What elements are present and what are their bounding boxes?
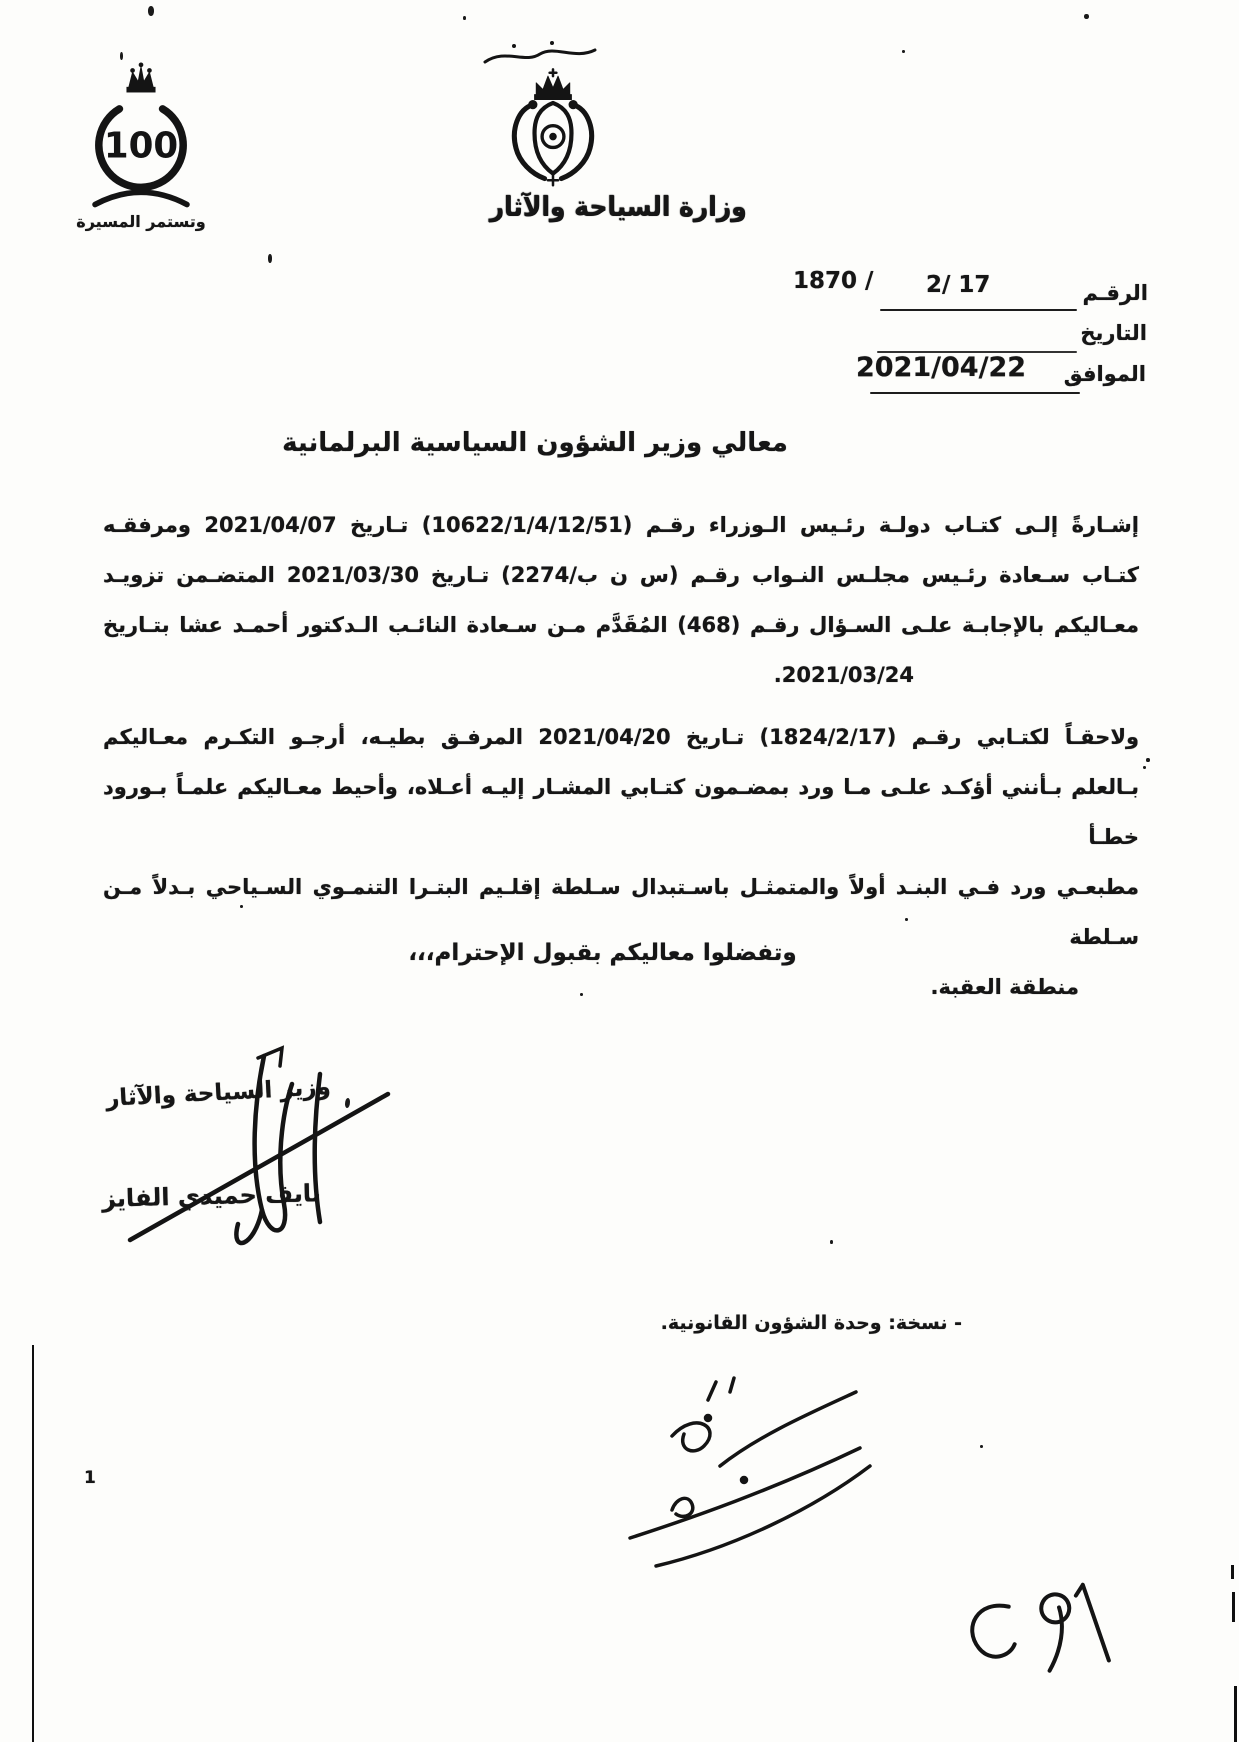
body-paragraph-2: [103, 712, 1139, 1012]
handwritten-mark-icon: [939, 1561, 1130, 1694]
scan-speck: [1143, 766, 1146, 769]
scan-edge-line: [1232, 1592, 1235, 1622]
body-paragraph-1: [103, 500, 1139, 700]
scan-speck: [1146, 758, 1150, 762]
ref-corresponding-label: الموافق: [1063, 362, 1146, 386]
centennial-slogan: وتستمر المسيرة: [76, 212, 206, 231]
recipient-title: معالي وزير الشؤون السياسية البرلمانية: [282, 428, 788, 458]
ref-corresponding-line: [870, 392, 1080, 394]
ministry-name: وزارة السياحة والآثار: [489, 190, 747, 223]
scan-speck: [980, 1445, 983, 1448]
paragraph-line: مطبعـي ورد فـي البنـد أولاً والمتمثـل باسـتبدال سـلطة إقلـيم البتـرا التنمـوي السـياحي بـدلاً مـن سـلطة: [103, 875, 1139, 949]
paragraph-line: ولاحقـاً لكتـابي رقـم (1824/2/17) تـاريخ 2021/04/20 المرفـق بطيـه، أرجـو التكـرم معـاليكم: [103, 725, 1140, 749]
closing-salutation: وتفضلوا معاليكم بقبول الإحترام،،،: [408, 940, 797, 966]
ref-number-serial: 1870 /: [793, 268, 874, 294]
scan-speck: [148, 6, 154, 16]
paragraph-line: كتـاب سـعادة رئـيس مجلـس النـواب رقـم (س ن ب/2274) تـاريخ 2021/03/30 المتضـمن تزويـد: [103, 563, 1140, 587]
centennial-number: 100: [103, 125, 179, 167]
ref-corresponding-value: 2021/04/22: [856, 352, 1027, 383]
royal-crest-icon: [495, 66, 611, 192]
scan-speck: [580, 993, 583, 996]
centennial-logo: [75, 62, 207, 212]
paragraph-line: معـاليكم بالإجابـة علـى السـؤال رقـم (468) المُقَدَّم مـن سـعادة النائـب الـدكتور أحمـد عشا بتـاريخ: [103, 613, 1139, 637]
scan-speck: [1084, 14, 1089, 19]
paragraph-line: إشـارةً إلـى كتـاب دولـة رئـيس الـوزراء رقـم (10622/1/4/12/51) تـاريخ 2021/04/07 ومرفقـه: [103, 513, 1139, 537]
paragraph-line: منطقة العقبة.: [930, 975, 1079, 999]
page-number: 1: [84, 1468, 96, 1488]
scan-speck: [268, 254, 272, 263]
scan-edge-line: [1231, 1565, 1234, 1579]
signature-scribble-icon: [112, 1042, 422, 1262]
scan-speck: [905, 918, 908, 921]
paragraph-line: 2021/03/24.: [773, 663, 914, 687]
base-arc: [95, 192, 187, 204]
ref-date-label: التاريخ: [1080, 321, 1147, 345]
crest-crown-icon: [536, 76, 570, 94]
ref-number-line: [880, 309, 1077, 311]
scan-speck: [830, 1240, 833, 1244]
scan-speck: [463, 16, 466, 20]
centennial-logo-icon: [75, 62, 207, 212]
handwritten-annotation-icon: [612, 1370, 892, 1585]
scan-speck: [1050, 1620, 1053, 1623]
scan-speck: [240, 905, 243, 908]
signature-name: نايف حميدي الفايز: [101, 1179, 322, 1213]
scan-speck: [902, 50, 905, 53]
ref-number-value: 2/ 17: [926, 272, 991, 298]
scan-speck: [120, 52, 123, 60]
copy-note: - نسخة: وحدة الشؤون القانونية.: [660, 1312, 962, 1334]
paragraph-line: بـالعلم بـأنني أؤكـد علـى مـا ورد بمضـمون كتـابي المشـار إليـه أعـلاه، وأحيط معـاليكم علمـاً بـورود خطـأ: [103, 775, 1139, 849]
scan-edge-line: [1234, 1686, 1237, 1742]
scan-edge-line: [32, 1345, 34, 1742]
signature-title: وزير السياحة والآثار: [105, 1074, 332, 1112]
ref-number-label: الرقـم: [1082, 281, 1148, 305]
